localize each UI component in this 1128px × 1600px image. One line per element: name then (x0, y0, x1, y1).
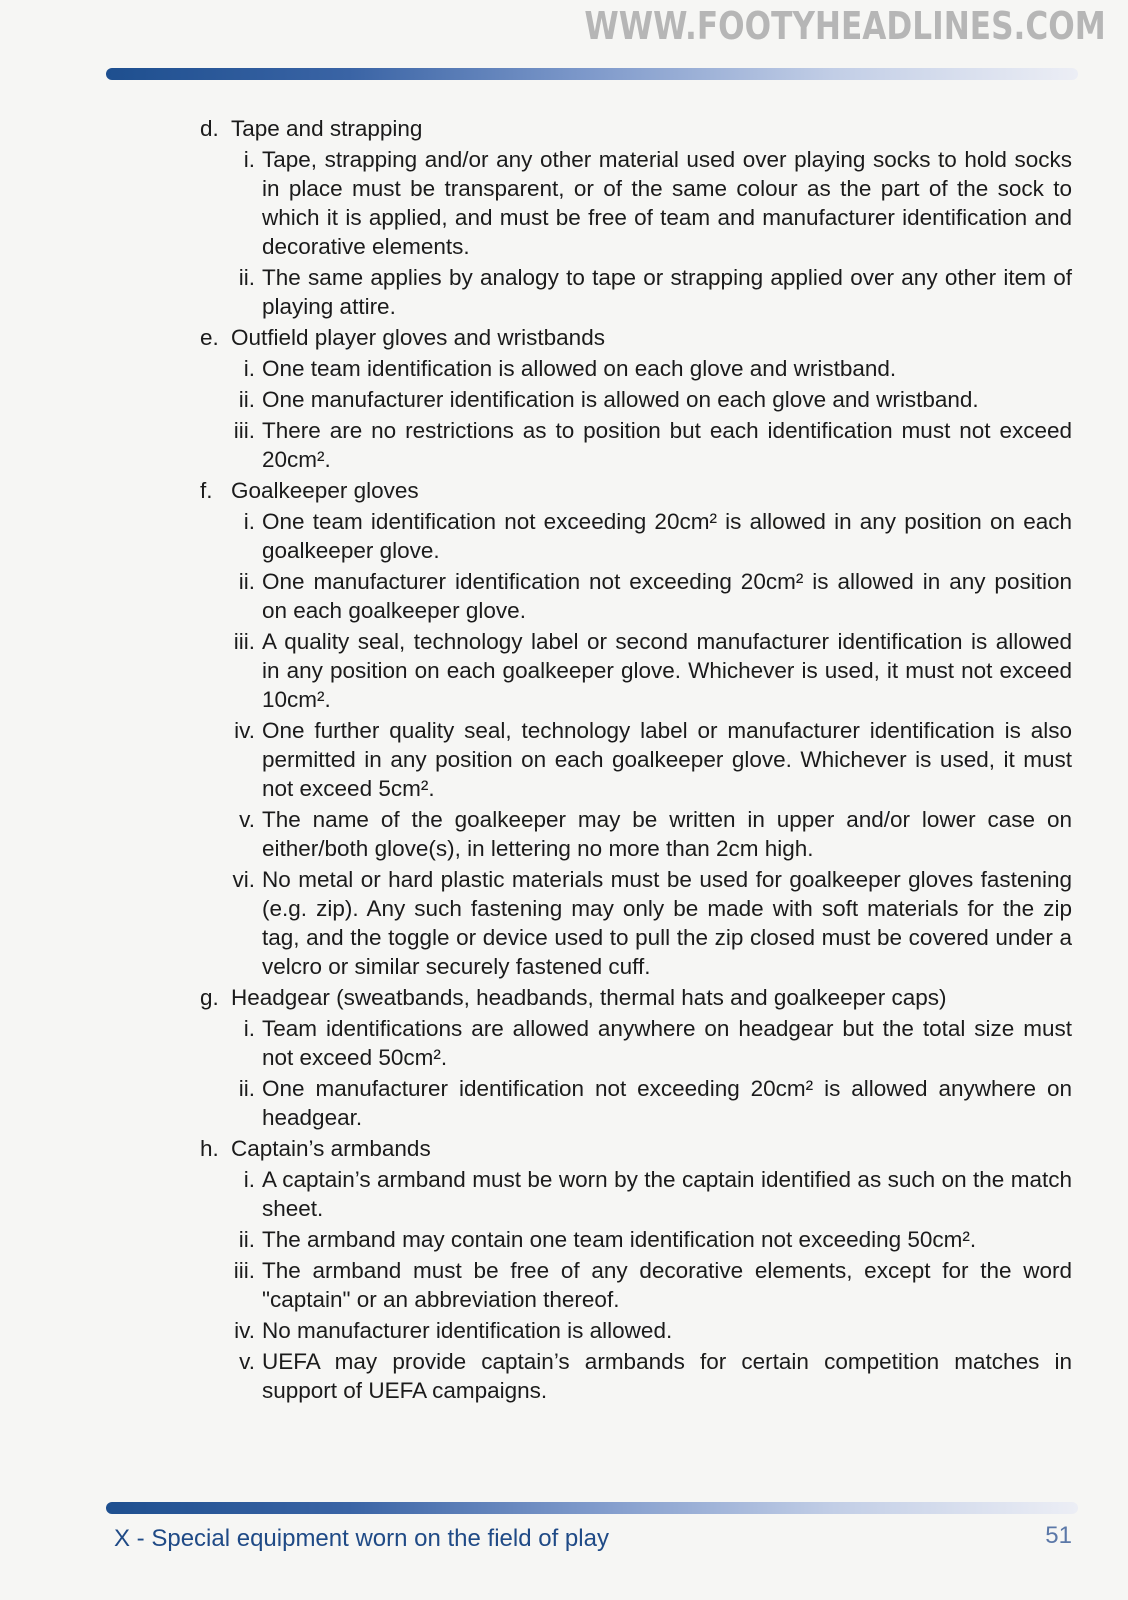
list-item-number: i. (243, 147, 255, 172)
list-item-text: One further quality seal, technology label or manufacturer identification is also permitted in any position on each goalkeeper glove. Whichever is used, it must not exceed 5cm². (262, 718, 1072, 801)
list-item-text: The armband may contain one team identification not exceeding 50cm². (262, 1227, 977, 1252)
list-item-text: The name of the goalkeeper may be written in upper and/or lower case on either/both glove(s), in lettering no more than 2cm high. (262, 807, 1072, 861)
list-item-text: One manufacturer identification not exceeding 20cm² is allowed in any position on each goalkeeper glove. (262, 569, 1072, 623)
list-item-text: One manufacturer identification not exceeding 20cm² is allowed anywhere on headgear. (262, 1076, 1072, 1130)
list-item-number: ii. (238, 1227, 255, 1252)
list-item-number: v. (239, 807, 255, 832)
section-letter: g. (200, 985, 219, 1010)
list-item-number: i. (243, 356, 255, 381)
list-item-text: A quality seal, technology label or second manufacturer identification is allowed in any position on each goalkeeper glove. Whichever is used, it must not exceed 10cm². (262, 629, 1072, 712)
list-item-text: One team identification is allowed on each glove and wristband. (262, 356, 897, 381)
list-item (231, 263, 1072, 321)
section-title: Goalkeeper gloves (231, 478, 419, 503)
list-item (231, 416, 1072, 474)
list-item-number: iii. (233, 1258, 255, 1283)
section-e (200, 323, 1072, 474)
list-item-number: i. (243, 1016, 255, 1041)
list-item (231, 507, 1072, 565)
footer-chapter-title: X - Special equipment worn on the field of play (114, 1525, 609, 1552)
header-rule (106, 68, 1078, 80)
list-item-text: No manufacturer identification is allowed. (262, 1318, 673, 1343)
list-item-text: There are no restrictions as to position but each identification must not exceed 20cm². (262, 418, 1072, 472)
section-title: Headgear (sweatbands, headbands, thermal hats and goalkeeper caps) (231, 985, 947, 1010)
list-item-number: ii. (238, 265, 255, 290)
list-item-number: i. (243, 509, 255, 534)
section-title: Outfield player gloves and wristbands (231, 325, 605, 350)
section-letter: f. (200, 478, 213, 503)
list-item (231, 567, 1072, 625)
list-item (231, 385, 1072, 414)
section-h (200, 1134, 1072, 1405)
list-item (231, 1347, 1072, 1405)
section-title: Captain’s armbands (231, 1136, 431, 1161)
list-item-text: One team identification not exceeding 20cm² is allowed in any position on each goalkeeper glove. (262, 509, 1072, 563)
list-item-text: No metal or hard plastic materials must be used for goalkeeper gloves fastening (e.g. zip). Any such fastening may only be made with soft materials for the zip tag, and the toggle or device used to pull the zip closed must be covered under a velcro or similar securely fastened cuff. (262, 867, 1072, 979)
list-item-text: Team identifications are allowed anywhere on headgear but the total size must not exceed 50cm². (262, 1016, 1072, 1070)
page-number: 51 (1045, 1522, 1072, 1549)
list-item (231, 805, 1072, 863)
document-body (200, 112, 1072, 1405)
list-item-number: ii. (238, 569, 255, 594)
list-item (231, 1225, 1072, 1254)
list-item-text: Tape, strapping and/or any other material used over playing socks to hold socks in place must be transparent, or of the same colour as the part of the sock to which it is applied, and must be free of team and manufacturer identification and decorative elements. (262, 147, 1072, 259)
list-item-text: The same applies by analogy to tape or strapping applied over any other item of playing attire. (262, 265, 1072, 319)
list-item-number: ii. (238, 387, 255, 412)
section-g (200, 983, 1072, 1132)
list-item-number: iv. (234, 718, 255, 743)
list-item (231, 865, 1072, 981)
list-item (231, 1014, 1072, 1072)
section-letter: e. (200, 325, 219, 350)
list-item (231, 1316, 1072, 1345)
section-letter: h. (200, 1136, 219, 1161)
section-letter: d. (200, 116, 219, 141)
list-item-number: iii. (233, 629, 255, 654)
list-item-number: vi. (232, 867, 255, 892)
list-item-text: UEFA may provide captain’s armbands for certain competition matches in support of UEFA campaigns. (262, 1349, 1072, 1403)
list-item (231, 627, 1072, 714)
list-item (231, 1074, 1072, 1132)
footer-rule (106, 1502, 1078, 1514)
list-item (231, 354, 1072, 383)
list-item-number: i. (243, 1167, 255, 1192)
section-f (200, 476, 1072, 981)
list-item-text: A captain’s armband must be worn by the captain identified as such on the match sheet. (262, 1167, 1072, 1221)
list-item-number: iv. (234, 1318, 255, 1343)
list-item (231, 716, 1072, 803)
watermark: WWW.FOOTYHEADLINES.COM (584, 4, 1106, 48)
list-item (231, 1165, 1072, 1223)
list-item-text: The armband must be free of any decorative elements, except for the word "captain" or an abbreviation thereof. (262, 1258, 1072, 1312)
section-title: Tape and strapping (231, 116, 423, 141)
list-item-number: iii. (233, 418, 255, 443)
list-item-number: ii. (238, 1076, 255, 1101)
list-item-text: One manufacturer identification is allowed on each glove and wristband. (262, 387, 979, 412)
section-d (200, 114, 1072, 321)
list-item (231, 1256, 1072, 1314)
list-item (231, 145, 1072, 261)
list-item-number: v. (239, 1349, 255, 1374)
